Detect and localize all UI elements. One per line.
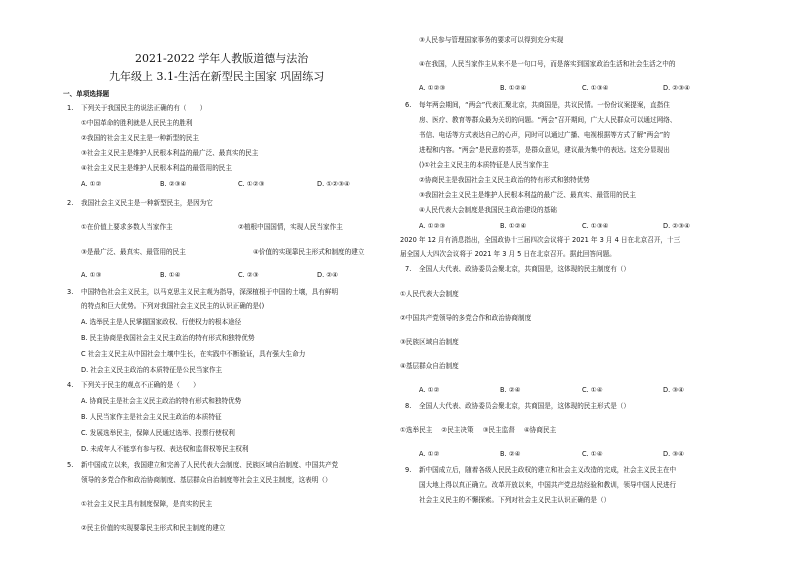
q6-item-4: ④人民代表大会制度是我国民主政治建设的基础 xyxy=(419,206,557,214)
q3-stem-cont: 的特点和巨大优势。下列对我国社会主义民主的认识正确的是() xyxy=(81,302,265,310)
q1-item-3: ③社会主义民主是维护人民根本利益的最广泛、最真实的民主 xyxy=(81,149,259,157)
q7-item-1: ①人民代表大会制度 xyxy=(400,290,459,298)
q1-item-2: ②我国的社会主义民主是一种新型的民主 xyxy=(81,134,200,142)
q1-item-4: ④社会主义民主是维护人民根本利益的最管用的民主 xyxy=(81,164,232,172)
q3-stem: 3. 中国特色社会主义民主，以马克思主义民主观为指导，深深植根于中国的土壤，具有鲜明 xyxy=(67,288,339,296)
q4-option-d[interactable]: D. 未成年人不能享有参与权、表达权和监督权等民主权利 xyxy=(81,445,249,453)
q4-option-a[interactable]: A. 协商民主是社会主义民主政治的特有形式和独特优势 xyxy=(81,397,242,405)
q4-stem: 4. 下列关于民主的观点不正确的是（ ） xyxy=(67,381,200,389)
q6-line-3: 书信、电话等方式表达自己的心声，同时可以通过广播、电视根据等方式了解“两会”的 xyxy=(419,131,670,139)
q6-option-d[interactable]: D. ②③④ xyxy=(663,222,691,230)
q7-item-4: ④基层群众自治制度 xyxy=(400,362,459,370)
q9-line-2: 国大地上得以真正确立。改革开放以来，中国共产党总结经验和教训，领导中国人民进行 xyxy=(419,481,677,489)
q5-option-c[interactable]: C. ①③④ xyxy=(582,84,609,92)
q3-option-a[interactable]: A. 选举民主是人民掌握国家政权、行使权力的根本途径 xyxy=(81,318,242,326)
q5-item-2: ②民主价值的实现要靠民主形式和民主制度的建立 xyxy=(81,524,226,532)
q6-line-5: ()①社会主义民主的本质特征是人民当家作主 xyxy=(419,161,549,169)
q6-line-4: 进程和内容。“两会”是民意的荟萃，是群众意见，建议最为集中的表达。这充分显现出 xyxy=(419,146,670,154)
q1-option-c[interactable]: C. ①②③ xyxy=(238,180,265,188)
q5-item-3: ③人民参与管理国家事务的要求可以得到充分实现 xyxy=(419,36,564,44)
q2-option-b[interactable]: B. ①④ xyxy=(160,271,181,279)
q5-stem-cont: 领导的多党合作和政治协商制度、基层群众自治制度等社会主义民主制度，这表明（） xyxy=(81,476,332,484)
q6-option-b[interactable]: B. ①②④ xyxy=(500,222,527,230)
q7-item-3: ③民族区域自治制度 xyxy=(400,338,459,346)
q2-item-3: ③是最广泛、最真实、最管用的民主 xyxy=(81,248,186,256)
left-column xyxy=(63,0,398,562)
q5-item-4: ④在我国，人民当家作主从来不是一句口号，而是落实到国家政治生活和社会生活之中的 xyxy=(419,60,676,68)
q8-item-1: ①选举民主 xyxy=(400,426,433,434)
q8-option-a[interactable]: A. ①② xyxy=(419,450,440,458)
q8-item-4: ④协商民主 xyxy=(523,426,557,434)
q6-item-3: ③我国社会主义民主是维护人民根本利益的最广泛、最真实、最管用的民主 xyxy=(419,191,636,199)
q2-option-a[interactable]: A. ①③ xyxy=(81,271,102,279)
q2-option-d[interactable]: D. ②④ xyxy=(317,271,339,279)
q4-option-b[interactable]: B. 人民当家作主是社会主义民主政治的本质特征 xyxy=(81,413,222,421)
q9-line-3: 社会主义民主的不懈探索。下列对社会主义民主认识正确的是（） xyxy=(419,496,611,504)
q5-stem: 5. 新中国成立以来，我国建立和完善了人民代表大会制度、民族区域自治制度、中国共产党 xyxy=(67,461,339,469)
q7-option-a[interactable]: A. ①② xyxy=(419,386,440,394)
q5-option-a[interactable]: A. ①②③ xyxy=(419,84,446,92)
q3-option-c[interactable]: C 社会主义民主从中国社会土壤中生长，在实践中不断验证，具有强大生命力 xyxy=(81,350,306,358)
q7-intro-1: 2020 年 12 月有消息指出，全国政协十三届四次会议将于 2021 年 3 月 4 日在北京召开，十三 xyxy=(400,236,681,244)
q1-item-1: ①中国革命的胜利就是人民民主的胜利 xyxy=(81,119,193,127)
q7-option-d[interactable]: D. ③④ xyxy=(663,386,685,394)
q5-option-d[interactable]: D. ②③④ xyxy=(663,84,691,92)
q8-item-3: ③民主监督 xyxy=(482,426,515,434)
right-column xyxy=(400,0,745,562)
title-line-1: 2021-2022 学年人教版道德与法治 xyxy=(135,52,309,65)
q6-stem: 6. 每年两会期间，“两会”代表汇聚北京，共商国是，共议民情。一份份议案提案，直指住 xyxy=(405,101,670,109)
q8-option-c[interactable]: C. ①④ xyxy=(582,450,603,458)
q8-option-d[interactable]: D. ③④ xyxy=(663,450,685,458)
section-heading: 一、单项选择题 xyxy=(63,90,110,98)
q6-item-2: ②协商民主是我国社会主义民主政治的特有形式和独特优势 xyxy=(419,176,590,184)
q8-stem: 8. 全国人大代表、政协委员会聚北京，共商国是，这体现的民主形式是（） xyxy=(405,402,630,410)
q9-stem: 9. 新中国成立后，随着各级人民民主政权的建立和社会主义改造的完成，社会主义民主在中 xyxy=(405,466,677,474)
q1-option-b[interactable]: B. ②③④ xyxy=(160,180,187,188)
q2-stem: 2. 我国社会主义民主是一种新型民主，是因为它 xyxy=(67,199,213,207)
q7-stem: 7. 全国人大代表、政协委员会聚北京，共商国是，这体现的民主制度有（） xyxy=(405,265,630,273)
q7-option-c[interactable]: C. ①④ xyxy=(582,386,603,394)
q7-item-2: ②中国共产党领导的多党合作和政治协商制度 xyxy=(400,314,532,322)
q1-option-a[interactable]: A. ①② xyxy=(81,180,102,188)
q4-option-c[interactable]: C. 发展选举民主，保障人民通过选举、投票行使权利 xyxy=(81,429,235,437)
q8-items xyxy=(400,426,558,435)
q7-intro-2: 届全国人大四次会议将于 2021 年 3 月 5 日在北京召开。据此回答问题。 xyxy=(400,250,616,258)
q6-option-a[interactable]: A. ①②③ xyxy=(419,222,446,230)
q1-number: 1. xyxy=(67,104,74,112)
q2-option-c[interactable]: C. ②③ xyxy=(238,271,259,279)
title-line-2: 九年级上 3.1-生活在新型民主国家 巩固练习 xyxy=(109,70,325,83)
q8-item-2: ②民主决策 xyxy=(441,426,474,434)
q5-option-b[interactable]: B. ①②④ xyxy=(500,84,527,92)
q7-option-b[interactable]: B. ②④ xyxy=(500,386,521,394)
q1-option-d[interactable]: D. ①②③④ xyxy=(317,180,350,188)
q8-option-b[interactable]: B. ②④ xyxy=(500,450,521,458)
q3-option-d[interactable]: D. 社会主义民主政治的本质特征是公民当家作主 xyxy=(81,366,223,374)
q6-line-2: 房、医疗、教育等群众最为关切的问题。“两会”召开期间，广大人民群众可以通过网络、 xyxy=(419,116,677,124)
q2-item-2: ②植根中国国情，实现人民当家作主 xyxy=(238,223,343,231)
q2-item-4: ④价值的实现靠民主形式和制度的建立 xyxy=(253,248,365,256)
q6-option-c[interactable]: C. ①③④ xyxy=(582,222,609,230)
q5-item-1: ①社会主义民主具有制度保障，是真实的民主 xyxy=(81,500,213,508)
q2-item-1: ①在价值上要求多数人当家作主 xyxy=(81,223,173,231)
q3-option-b[interactable]: B. 民主协商是我国社会主义民主政治的特有形式和独特优势 xyxy=(81,334,255,342)
q1-stem: 1. 下列关于我国民主的说法正确的有（ ） xyxy=(67,104,207,112)
